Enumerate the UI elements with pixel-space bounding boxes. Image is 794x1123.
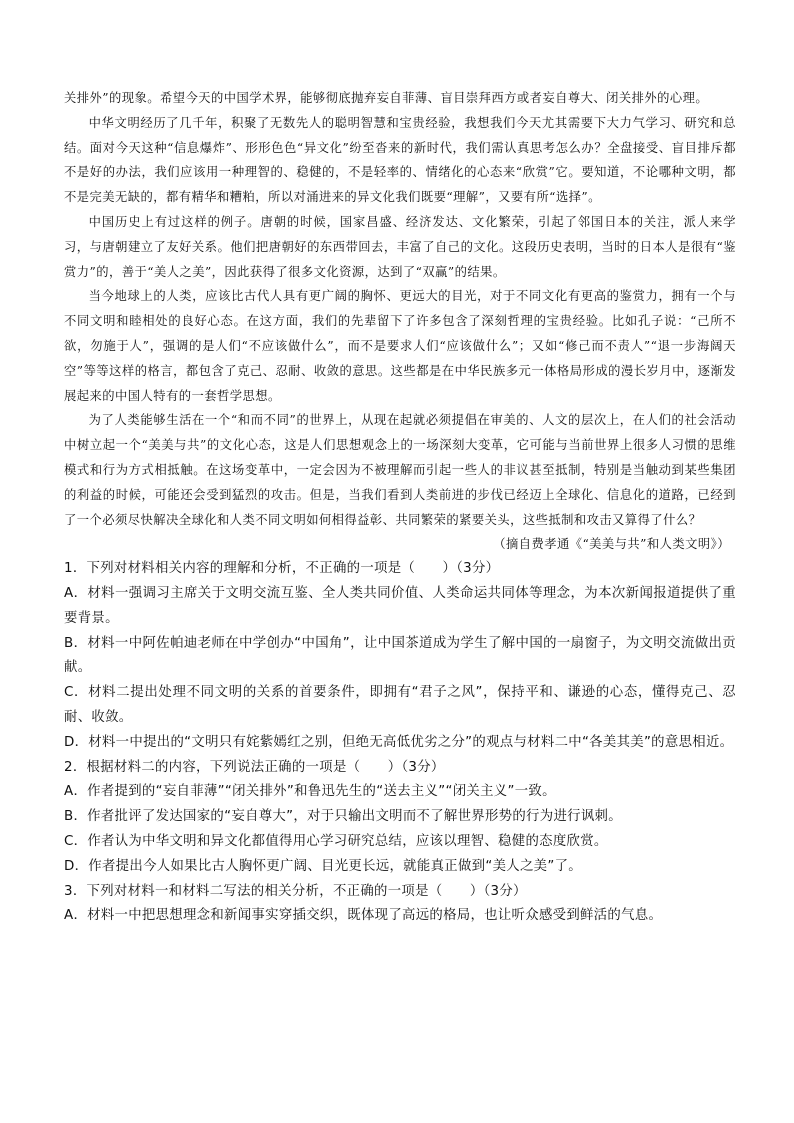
passage-paragraph: 当今地球上的人类，应该比古代人具有更广阔的胸怀、更远大的目光，对于不同文化有更高的鉴赏力，拥有一个与不同文明和睦相处的良好心态。在这方面，我们的先辈留下了许多包含了深刻哲理的宝贵经验。比如孔子说：“己所不欲，勿施于人”，强调的是人们“不应该做什么”，而不是要求人们“应该做什么”；又如“修己而不责人”“退一步海阔天空”等等这样的格言，都包含了克己、忍耐、收敛的意思。这些都是在中华民族多元一体格局形成的漫长岁月中，逐渐发展起来的中国人特有的一套哲学思想。	[64, 289, 736, 403]
question-option-a: A．材料一强调习主席关于文明交流互鉴、全人类共同价值、人类命运共同体等理念，为本次新闻报道提供了重要背景。	[64, 585, 736, 626]
passage-paragraph: 为了人类能够生活在一个“和而不同”的世界上，从现在起就必须提倡在审美的、人文的层次上，在人们的社会活动中树立起一个“美美与共”的文化心态，这是人们思想观念上的一场深刻大变革，它可能与当前世界上很多人习惯的思维模式和行为方式相抵触。在这场变革中，一定会因为不被理解而引起一些人的非议甚至抵制，特别是当触动到某些集团的利益的时候，可能还会受到猛烈的攻击。但是，当我们看到人类前进的步伐已经迈上全球化、信息化的道路，已经到了一个必须尽快解决全球化和人类不同文明如何相得益彰、共同繁荣的紧要关头，这些抵制和攻击又算得了什么？	[64, 413, 736, 527]
passage-paragraph-continued: 关排外”的现象。希望今天的中国学术界，能够彻底抛弃妄自菲薄、盲目崇拜西方或者妄自尊大、闭关排外的心理。	[64, 91, 709, 105]
passage-paragraph: 中华文明经历了几千年，积聚了无数先人的聪明智慧和宝贵经验，我想我们今天尤其需要下大力气学习、研究和总结。面对今天这种“信息爆炸”、形形色色“异文化”纷至沓来的新时代，我们需认真思考怎么办？全盘接受、盲目排斥都不是好的办法，我们应该用一种理智的、稳健的，不是轻率的、情绪化的心态来“欣赏”它。要知道，不论哪种文明，都不是完美无缺的，都有精华和糟粕，所以对涌进来的异文化我们既要“理解”，又要有所“选择”。	[64, 115, 736, 205]
question-option-b: B．作者批评了发达国家的“妄自尊大”，对于只输出文明而不了解世界形势的行为进行讽刺。	[64, 809, 622, 825]
question-option-c: C．材料二提出处理不同文明的关系的首要条件，即拥有“君子之风”，保持平和、谦逊的心态，懂得克己、忍耐、收敛。	[64, 685, 736, 725]
question-option-a: A．材料一中把思想理念和新闻事实穿插交织，既体现了高远的格局，也让听众感受到鲜活的气息。	[64, 908, 663, 924]
exam-page	[64, 86, 736, 929]
question-stem: 3．下列对材料一和材料二写法的相关分析，不正确的一项是（ ）（3分）	[64, 883, 527, 899]
question-option-b: B．材料一中阿佐帕迪老师在中学创办“中国角”，让中国茶道成为学生了解中国的一扇窗子，为文明交流做出贡献。	[64, 635, 736, 676]
question-option-d: D．作者提出今人如果比古人胸怀更广阔、目光更长远，就能真正做到“美人之美”了。	[64, 858, 582, 874]
question-1	[64, 557, 736, 755]
question-2	[64, 756, 736, 880]
question-3	[64, 880, 736, 930]
question-stem: 1．下列对材料相关内容的理解和分析，不正确的一项是（ ）（3分）	[64, 561, 500, 577]
question-option-d: D．材料一中提出的“文明只有姹紫嫣红之别，但绝无高低优劣之分”的观点与材料二中“各美其美”的意思相近。	[64, 734, 734, 750]
question-option-c: C．作者认为中华文明和异文化都值得用心学习研究总结，应该以理智、稳健的态度欣赏。	[64, 833, 608, 849]
question-option-a: A．作者提到的“妄自菲薄”“闭关排外”和鲁迅先生的“送去主义”“闭关主义”一致。	[64, 784, 556, 800]
passage-paragraph: 中国历史上有过这样的例子。唐朝的时候，国家昌盛、经济发达、文化繁荣，引起了邻国日本的关注，派人来学习，与唐朝建立了友好关系。他们把唐朝好的东西带回去，丰富了自己的文化。这段历史表明，当时的日本人是很有“鉴赏力”的，善于“美人之美”，因此获得了很多文化资源，达到了“双赢”的结果。	[64, 214, 736, 279]
passage-source: （摘自费孝通《“美美与共”和人类文明》）	[493, 537, 730, 552]
question-stem: 2．根据材料二的内容，下列说法正确的一项是（ ）（3分）	[64, 759, 445, 775]
